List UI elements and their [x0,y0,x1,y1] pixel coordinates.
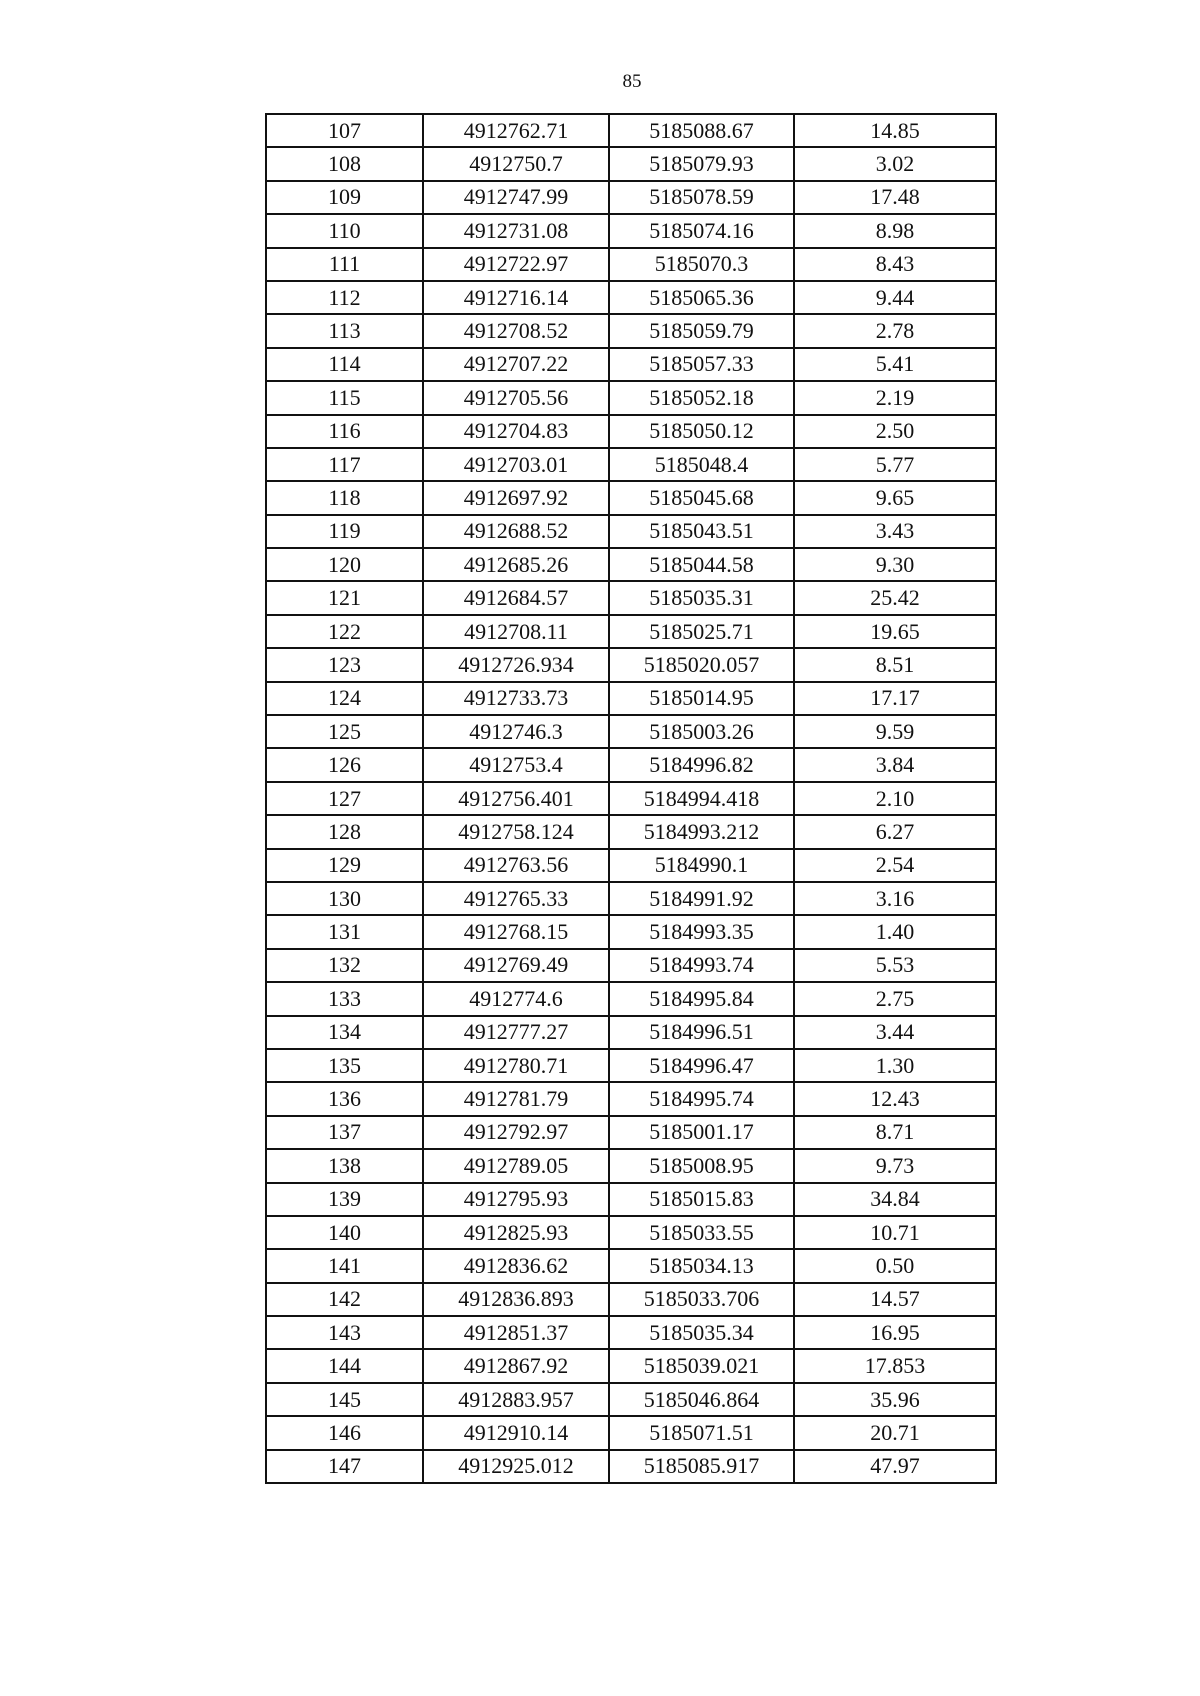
point-number-cell: 139 [266,1183,423,1216]
y-coordinate-cell: 5185050.12 [609,415,794,448]
y-coordinate-cell: 5184996.82 [609,748,794,781]
table-row [266,1316,996,1349]
y-coordinate-cell: 5185044.58 [609,548,794,581]
table-row [266,982,996,1015]
x-coordinate-cell: 4912774.6 [423,982,609,1015]
distance-cell: 35.96 [794,1383,996,1416]
y-coordinate-cell: 5184994.418 [609,782,794,815]
x-coordinate-cell: 4912768.15 [423,915,609,948]
point-number-cell: 110 [266,214,423,247]
x-coordinate-cell: 4912733.73 [423,682,609,715]
table-row [266,1416,996,1449]
y-coordinate-cell: 5184991.92 [609,882,794,915]
table-row [266,1149,996,1182]
distance-cell: 19.65 [794,615,996,648]
table-row [266,715,996,748]
distance-cell: 6.27 [794,815,996,848]
point-number-cell: 132 [266,949,423,982]
distance-cell: 9.30 [794,548,996,581]
y-coordinate-cell: 5185079.93 [609,147,794,180]
coordinates-table-body [266,114,996,1483]
y-coordinate-cell: 5184993.212 [609,815,794,848]
y-coordinate-cell: 5185065.36 [609,281,794,314]
table-row [266,381,996,414]
y-coordinate-cell: 5185088.67 [609,114,794,147]
y-coordinate-cell: 5185039.021 [609,1349,794,1382]
distance-cell: 10.71 [794,1216,996,1249]
distance-cell: 20.71 [794,1416,996,1449]
distance-cell: 14.85 [794,114,996,147]
point-number-cell: 115 [266,381,423,414]
point-number-cell: 125 [266,715,423,748]
distance-cell: 0.50 [794,1249,996,1282]
distance-cell: 9.73 [794,1149,996,1182]
y-coordinate-cell: 5184996.51 [609,1016,794,1049]
x-coordinate-cell: 4912747.99 [423,181,609,214]
point-number-cell: 143 [266,1316,423,1349]
table-row [266,1283,996,1316]
x-coordinate-cell: 4912780.71 [423,1049,609,1082]
x-coordinate-cell: 4912765.33 [423,882,609,915]
y-coordinate-cell: 5185020.057 [609,648,794,681]
y-coordinate-cell: 5184993.74 [609,949,794,982]
distance-cell: 3.16 [794,882,996,915]
x-coordinate-cell: 4912777.27 [423,1016,609,1049]
x-coordinate-cell: 4912851.37 [423,1316,609,1349]
table-row [266,214,996,247]
table-row [266,581,996,614]
point-number-cell: 126 [266,748,423,781]
x-coordinate-cell: 4912756.401 [423,782,609,815]
y-coordinate-cell: 5185003.26 [609,715,794,748]
table-row [266,1216,996,1249]
x-coordinate-cell: 4912910.14 [423,1416,609,1449]
x-coordinate-cell: 4912703.01 [423,448,609,481]
table-row [266,1082,996,1115]
point-number-cell: 144 [266,1349,423,1382]
distance-cell: 2.78 [794,314,996,347]
distance-cell: 14.57 [794,1283,996,1316]
table-row [266,515,996,548]
x-coordinate-cell: 4912722.97 [423,248,609,281]
point-number-cell: 134 [266,1016,423,1049]
y-coordinate-cell: 5184990.1 [609,849,794,882]
x-coordinate-cell: 4912825.93 [423,1216,609,1249]
table-row [266,248,996,281]
point-number-cell: 109 [266,181,423,214]
distance-cell: 9.65 [794,481,996,514]
distance-cell: 17.853 [794,1349,996,1382]
x-coordinate-cell: 4912836.893 [423,1283,609,1316]
point-number-cell: 145 [266,1383,423,1416]
y-coordinate-cell: 5185035.31 [609,581,794,614]
point-number-cell: 141 [266,1249,423,1282]
table-row [266,281,996,314]
table-row [266,415,996,448]
x-coordinate-cell: 4912883.957 [423,1383,609,1416]
point-number-cell: 113 [266,314,423,347]
distance-cell: 3.43 [794,515,996,548]
point-number-cell: 108 [266,147,423,180]
coordinates-table [265,113,997,1484]
y-coordinate-cell: 5185085.917 [609,1450,794,1483]
table-row [266,181,996,214]
x-coordinate-cell: 4912792.97 [423,1116,609,1149]
x-coordinate-cell: 4912750.7 [423,147,609,180]
distance-cell: 8.43 [794,248,996,281]
table-row [266,882,996,915]
y-coordinate-cell: 5184996.47 [609,1049,794,1082]
y-coordinate-cell: 5185025.71 [609,615,794,648]
x-coordinate-cell: 4912704.83 [423,415,609,448]
table-row [266,481,996,514]
page-number: 85 [622,71,642,92]
x-coordinate-cell: 4912763.56 [423,849,609,882]
x-coordinate-cell: 4912708.11 [423,615,609,648]
point-number-cell: 136 [266,1082,423,1115]
x-coordinate-cell: 4912688.52 [423,515,609,548]
distance-cell: 34.84 [794,1183,996,1216]
y-coordinate-cell: 5185008.95 [609,1149,794,1182]
table-row [266,348,996,381]
point-number-cell: 118 [266,481,423,514]
point-number-cell: 142 [266,1283,423,1316]
distance-cell: 5.41 [794,348,996,381]
x-coordinate-cell: 4912731.08 [423,214,609,247]
table-row [266,1349,996,1382]
distance-cell: 3.44 [794,1016,996,1049]
table-row [266,815,996,848]
distance-cell: 8.51 [794,648,996,681]
point-number-cell: 133 [266,982,423,1015]
table-row [266,114,996,147]
distance-cell: 5.53 [794,949,996,982]
point-number-cell: 127 [266,782,423,815]
y-coordinate-cell: 5184995.74 [609,1082,794,1115]
y-coordinate-cell: 5185014.95 [609,682,794,715]
point-number-cell: 124 [266,682,423,715]
y-coordinate-cell: 5185071.51 [609,1416,794,1449]
x-coordinate-cell: 4912746.3 [423,715,609,748]
distance-cell: 9.59 [794,715,996,748]
distance-cell: 5.77 [794,448,996,481]
table-row [266,682,996,715]
x-coordinate-cell: 4912769.49 [423,949,609,982]
table-row [266,648,996,681]
point-number-cell: 116 [266,415,423,448]
x-coordinate-cell: 4912726.934 [423,648,609,681]
y-coordinate-cell: 5185033.55 [609,1216,794,1249]
point-number-cell: 107 [266,114,423,147]
x-coordinate-cell: 4912708.52 [423,314,609,347]
y-coordinate-cell: 5185001.17 [609,1116,794,1149]
distance-cell: 8.71 [794,1116,996,1149]
x-coordinate-cell: 4912684.57 [423,581,609,614]
distance-cell: 25.42 [794,581,996,614]
y-coordinate-cell: 5185057.33 [609,348,794,381]
y-coordinate-cell: 5185015.83 [609,1183,794,1216]
table-row [266,448,996,481]
point-number-cell: 123 [266,648,423,681]
x-coordinate-cell: 4912697.92 [423,481,609,514]
table-row [266,1249,996,1282]
table-row [266,548,996,581]
table-row [266,1450,996,1483]
point-number-cell: 130 [266,882,423,915]
y-coordinate-cell: 5185035.34 [609,1316,794,1349]
y-coordinate-cell: 5185070.3 [609,248,794,281]
point-number-cell: 131 [266,915,423,948]
y-coordinate-cell: 5185059.79 [609,314,794,347]
point-number-cell: 112 [266,281,423,314]
distance-cell: 2.10 [794,782,996,815]
x-coordinate-cell: 4912867.92 [423,1349,609,1382]
table-row [266,1016,996,1049]
table-row [266,1049,996,1082]
distance-cell: 3.84 [794,748,996,781]
distance-cell: 17.17 [794,682,996,715]
distance-cell: 17.48 [794,181,996,214]
y-coordinate-cell: 5185046.864 [609,1383,794,1416]
distance-cell: 2.75 [794,982,996,1015]
y-coordinate-cell: 5185048.4 [609,448,794,481]
table-row [266,949,996,982]
point-number-cell: 119 [266,515,423,548]
distance-cell: 2.19 [794,381,996,414]
x-coordinate-cell: 4912707.22 [423,348,609,381]
x-coordinate-cell: 4912781.79 [423,1082,609,1115]
point-number-cell: 138 [266,1149,423,1182]
point-number-cell: 111 [266,248,423,281]
table-row [266,1183,996,1216]
x-coordinate-cell: 4912685.26 [423,548,609,581]
y-coordinate-cell: 5185074.16 [609,214,794,247]
y-coordinate-cell: 5185043.51 [609,515,794,548]
table-row [266,849,996,882]
table-row [266,147,996,180]
distance-cell: 1.40 [794,915,996,948]
point-number-cell: 114 [266,348,423,381]
table-row [266,915,996,948]
point-number-cell: 137 [266,1116,423,1149]
table-row [266,314,996,347]
x-coordinate-cell: 4912789.05 [423,1149,609,1182]
x-coordinate-cell: 4912753.4 [423,748,609,781]
x-coordinate-cell: 4912758.124 [423,815,609,848]
point-number-cell: 129 [266,849,423,882]
y-coordinate-cell: 5185052.18 [609,381,794,414]
y-coordinate-cell: 5184993.35 [609,915,794,948]
distance-cell: 3.02 [794,147,996,180]
x-coordinate-cell: 4912836.62 [423,1249,609,1282]
table-row [266,1116,996,1149]
point-number-cell: 120 [266,548,423,581]
point-number-cell: 128 [266,815,423,848]
y-coordinate-cell: 5184995.84 [609,982,794,1015]
distance-cell: 16.95 [794,1316,996,1349]
point-number-cell: 140 [266,1216,423,1249]
y-coordinate-cell: 5185045.68 [609,481,794,514]
table-row [266,615,996,648]
x-coordinate-cell: 4912795.93 [423,1183,609,1216]
point-number-cell: 146 [266,1416,423,1449]
point-number-cell: 135 [266,1049,423,1082]
table-row [266,1383,996,1416]
x-coordinate-cell: 4912716.14 [423,281,609,314]
distance-cell: 47.97 [794,1450,996,1483]
table-row [266,748,996,781]
distance-cell: 8.98 [794,214,996,247]
point-number-cell: 121 [266,581,423,614]
distance-cell: 12.43 [794,1082,996,1115]
distance-cell: 2.50 [794,415,996,448]
y-coordinate-cell: 5185034.13 [609,1249,794,1282]
y-coordinate-cell: 5185078.59 [609,181,794,214]
x-coordinate-cell: 4912762.71 [423,114,609,147]
distance-cell: 9.44 [794,281,996,314]
distance-cell: 1.30 [794,1049,996,1082]
table-row [266,782,996,815]
x-coordinate-cell: 4912925.012 [423,1450,609,1483]
point-number-cell: 147 [266,1450,423,1483]
point-number-cell: 117 [266,448,423,481]
y-coordinate-cell: 5185033.706 [609,1283,794,1316]
x-coordinate-cell: 4912705.56 [423,381,609,414]
point-number-cell: 122 [266,615,423,648]
distance-cell: 2.54 [794,849,996,882]
